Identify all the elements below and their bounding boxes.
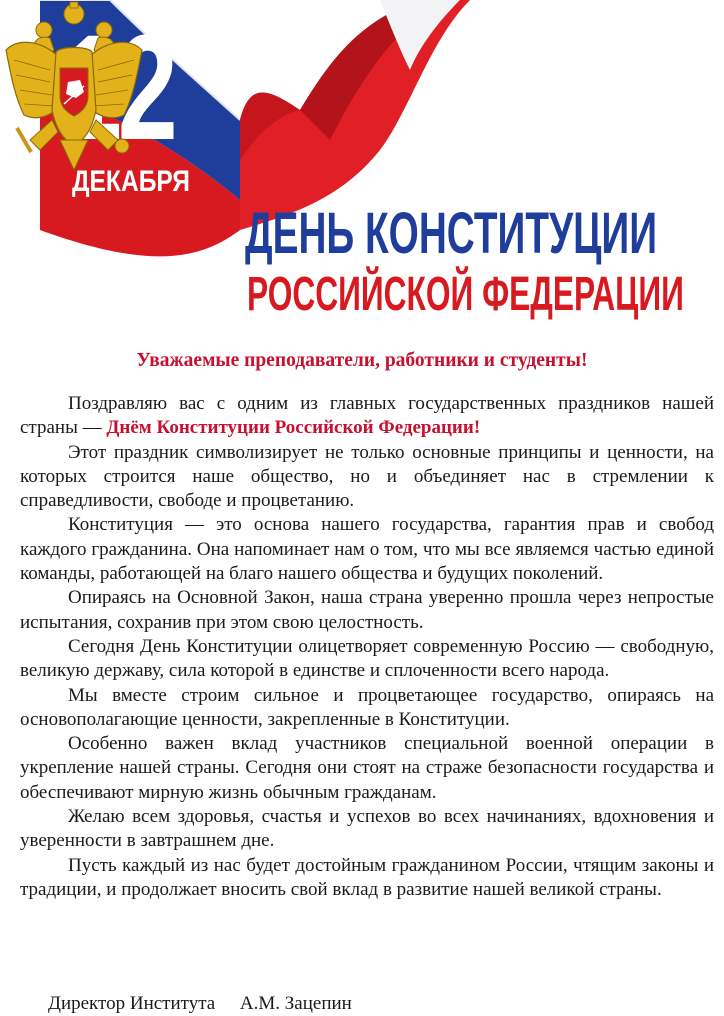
holiday-banner — [0, 0, 724, 330]
signature-title: Директор Института — [48, 993, 216, 1014]
russian-coat-of-arms-icon — [0, 0, 148, 180]
letter-paragraph: Особенно важен вклад участников специальной военной операции в укрепление нашей страны. Сегодня они стоят на страже безопасности государства и обеспечивают мирную жизнь обычным гражданам. — [20, 733, 714, 803]
letter-paragraph: Опираясь на Основной Закон, наша страна уверенно прошла через непростые испытания, сохранив при этом свою целостность. — [20, 587, 714, 633]
holiday-title-line1: ДЕНЬ КОНСТИТУЦИИ — [245, 201, 658, 266]
letter-paragraph: Желаю всем здоровья, счастья и успехов во всех начинаниях, вдохновения и уверенности в завтрашнем дне. — [20, 806, 714, 852]
letter-paragraph: Конституция — это основа нашего государства, гарантия прав и свобод каждого гражданина. Она напоминает нам о том, что мы все являемся частью единой команды, работающей на благо нашего общества и будущих поколений. — [20, 514, 714, 585]
letter-paragraph: Этот праздник символизирует не только основные принципы и ценности, на которых строится наше общество, но и объединяет нас в стремлении к справедливости, свободе и процветанию. — [20, 441, 714, 512]
paragraph-text: Поздравляю вас с одним из главных государственных праздников нашей страны — — [20, 393, 714, 439]
holiday-highlight: Днём Конституции Российской Федерации! — [106, 417, 481, 439]
signature-name: А.М. Зацепин — [239, 993, 352, 1014]
letter-paragraph: Пусть каждый из нас будет достойным гражданином России, чтящим законы и традиции, и продолжает вносить свой вклад в развитие нашей великой страны. — [20, 854, 714, 900]
signature — [48, 992, 352, 1016]
letter-paragraph: Мы вместе строим сильное и процветающее государство, опираясь на основополагающие ценности, закрепленные в Конституции. — [20, 684, 714, 730]
letter-paragraph: Сегодня День Конституции олицетворяет современную Россию — свободную, великую державу, сила которой в единстве и сплоченности всего народа. — [20, 635, 714, 682]
letter-body — [20, 392, 714, 902]
holiday-title-line2: РОССИЙСКОЙ ФЕДЕРАЦИИ — [247, 268, 684, 321]
holiday-month: ДЕКАБРЯ — [72, 165, 190, 198]
greeting-heading: Уважаемые преподаватели, работники и студенты! — [136, 350, 588, 371]
letter-paragraph — [20, 392, 714, 441]
